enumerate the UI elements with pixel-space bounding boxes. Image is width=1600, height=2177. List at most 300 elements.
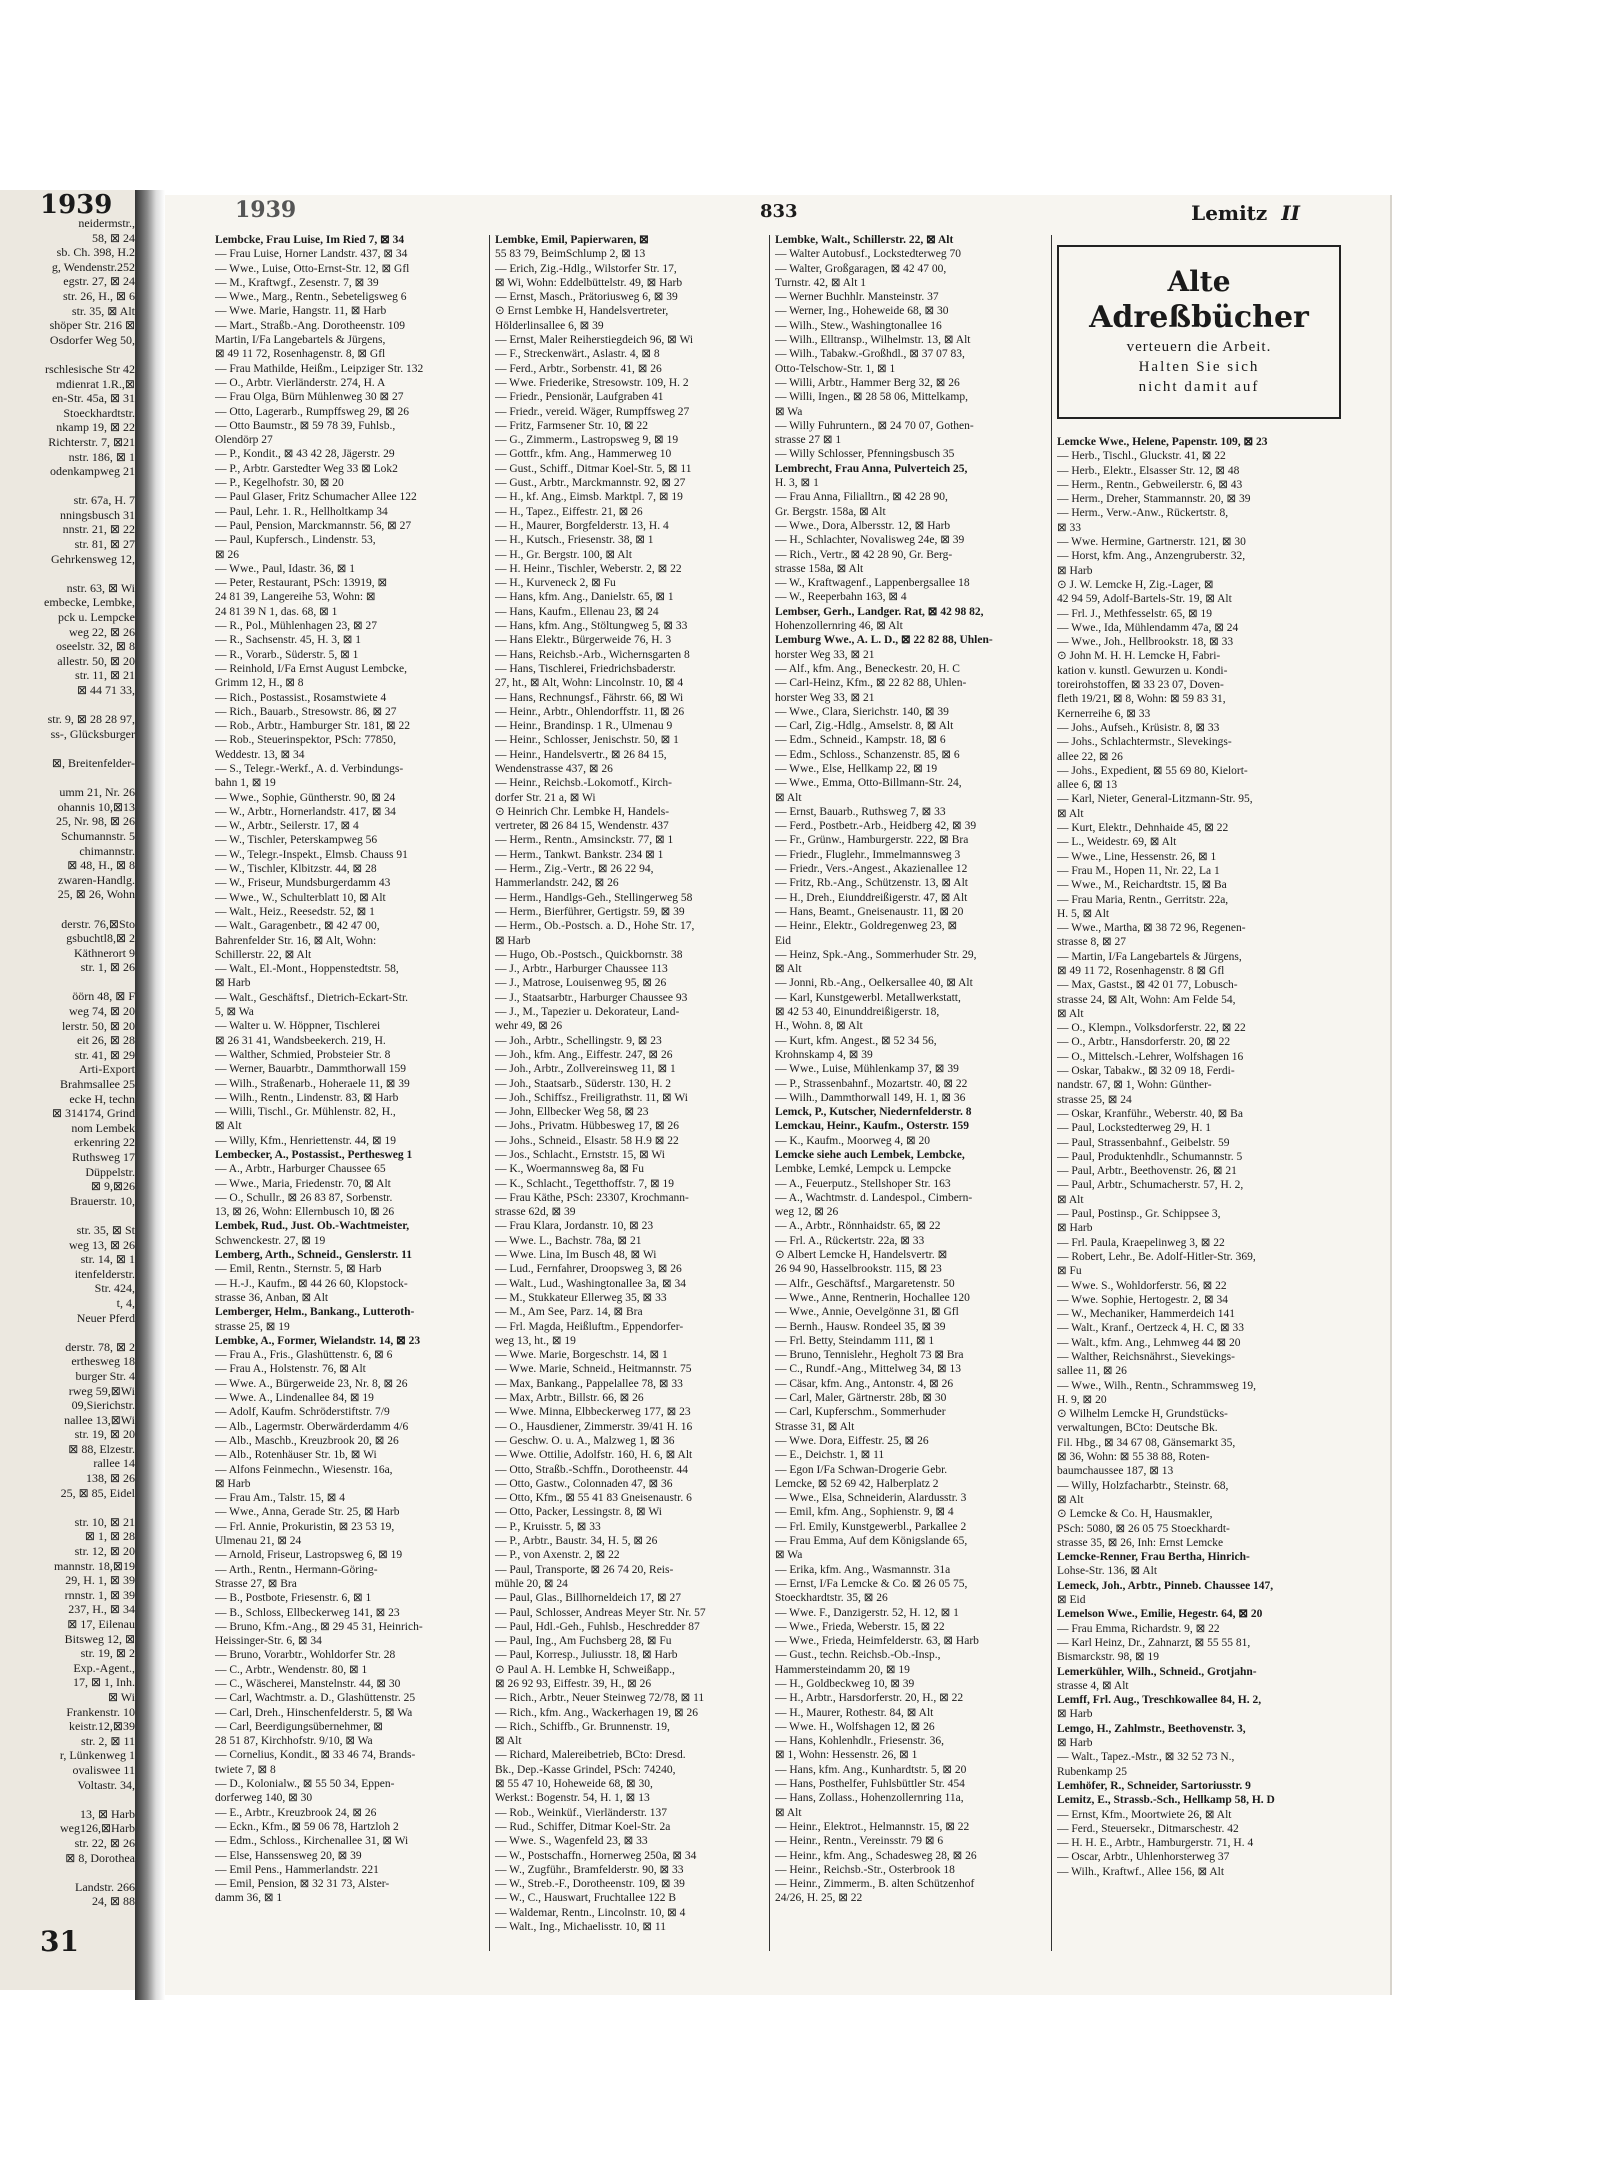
left-page-line: mdienrat 1.R.,⊠ [56,376,135,391]
directory-entry-line: ⊠ Harb [215,977,251,990]
directory-entry-line: sallee 11, ⊠ 26 [1057,1365,1127,1378]
directory-entry-line: — Wwe., Ida, Mühlendamm 47a, ⊠ 24 [1057,621,1239,634]
directory-entry-line: — Johs., Privatm. Hübbesweg 17, ⊠ 26 [495,1120,680,1133]
directory-entry-line: — P., Kegelhofstr. 30, ⊠ 20 [215,477,344,490]
directory-entry-line: — Johs., Expedient, ⊠ 55 69 80, Kielort- [1057,764,1248,777]
directory-entry-line: — H., Dreh., Eiunddreißigerstr. 47, ⊠ Alt [775,891,968,904]
directory-entry-line: ⊠ Harb [1057,1737,1093,1750]
directory-entry-line: — Carl, Kupferschm., Sommerhuder [775,1406,946,1419]
directory-entry-line: twiete 7, ⊠ 8 [215,1763,276,1776]
directory-entry-line: — F., Streckenwärt., Aslastr. 4, ⊠ 8 [495,348,660,361]
directory-entry-line: wehr 49, ⊠ 26 [495,1020,563,1033]
directory-entry-line: ⊠ Harb [1057,1222,1093,1235]
directory-entry-line: — W., Reeperbahn 163, ⊠ 4 [775,591,907,604]
ad-line-2: Adreßbücher [1089,300,1309,335]
left-page-line: ⊠ 44 71 33, [76,683,135,697]
left-page-line: 138, ⊠ 26 [85,1471,135,1486]
directory-entry-line: — Arnold, Friseur, Lastropsweg 6, ⊠ 19 [215,1549,403,1562]
left-page-line: Osdorfer Weg 50, [49,332,135,347]
directory-entry-line: Hammerlandstr. 242, ⊠ 26 [495,877,619,890]
directory-entry-line: damm 36, ⊠ 1 [215,1892,283,1905]
directory-entry-line: ⊙ Lemcke & Co. H, Hausmakler, [1057,1508,1213,1521]
left-page-line: ecke H, techn [69,1091,135,1106]
directory-entry-line: — Walt., Heiz., Reesedstr. 52, ⊠ 1 [215,905,375,918]
directory-entry-line: — Ferd., Steuersekr., Ditmarschestr. 42 [1057,1822,1239,1835]
left-page-line: Ruthsweg 17 [72,1150,135,1164]
directory-entry-line: — H., Maurer, Borgfelderstr. 13, H. 4 [495,519,669,532]
directory-entry-line: — Frau Olga, Bürn Mühlenweg 30 ⊠ 27 [215,391,404,404]
directory-entry-line: kation v. kunstl. Gewurzen u. Kondi- [1057,664,1228,677]
column-4 [1057,435,1352,1953]
left-page-line: derstr. 78, ⊠ 2 [65,1339,135,1354]
left-page-line: 09,Sierichstr. [71,1398,135,1413]
left-page-line: ⊠ 314174, Grind [51,1106,135,1121]
directory-entry-line: H. 3, ⊠ 1 [775,477,819,490]
directory-entry-line: — E., Deichstr. 1, ⊠ 11 [775,1449,885,1462]
left-page-line: str. 35, ⊠ St [76,1222,135,1237]
left-page-line [0,347,135,362]
left-page-number: 31 [40,1925,79,1958]
directory-entry-line: — Eckn., Kfm., ⊠ 59 06 78, Hartzloh 2 [215,1820,399,1833]
directory-entry-line: — Emil Pens., Hammerlandstr. 221 [215,1863,379,1876]
directory-entry-line: — Wwe., M., Reichardtstr. 15, ⊠ Ba [1057,879,1227,892]
directory-entry-line: ⊠ 1, Wohn: Hessenstr. 26, ⊠ 1 [775,1749,918,1762]
directory-entry-line: — Wwe. Lina, Im Busch 48, ⊠ Wi [495,1249,657,1262]
directory-entry-line: — Friedr., Vers.-Angest., Akazienallee 12 [775,863,968,876]
left-page-line: Richterstr. 7, ⊠21 [48,434,135,449]
directory-entry-line: Eid [775,934,791,947]
left-page-line: 25, Nr. 98, ⊠ 26 [55,814,135,829]
directory-entry-line: — Hans, kfm. Ang., Kunhardtstr. 5, ⊠ 20 [775,1763,967,1776]
directory-entry-line: — Bruno, Tennislehr., Hegholt 73 ⊠ Bra [775,1349,964,1362]
directory-entry-line: strasse 8, ⊠ 27 [1057,936,1127,949]
directory-entry-line: — John, Ellbecker Weg 58, ⊠ 23 [495,1106,649,1119]
left-page-line: erthesweg 18 [71,1354,135,1369]
directory-entry-line: — Hans, Tischlerei, Friedrichsbaderstr. [495,662,676,675]
directory-entry-line: Wendenstrasse 437, ⊠ 26 [495,762,613,775]
directory-entry-line: — Rich., Vertr., ⊠ 42 28 90, Gr. Berg- [775,548,953,561]
directory-entry-line: — O., Arbtr. Vierländerstr. 274, H. A [215,376,386,389]
column-3 [775,233,1045,1953]
directory-entry-line: — Wwe., Marg., Rentn., Sebeteligsweg 6 [215,291,407,304]
directory-entry-line: — Werner, Ing., Hoheweide 68, ⊠ 30 [775,305,949,318]
directory-entry-line: — Heinr., Brandinsp. 1 R., Ulmenau 9 [495,720,673,733]
directory-entry-line: Lemberg, Arth., Schneid., Genslerstr. 11 [215,1249,412,1262]
left-page-line: r, Lünkenweg 1 [59,1748,135,1763]
directory-entry-line: — Heinr., Elektrot., Helmannstr. 15, ⊠ 22 [775,1820,970,1833]
book-gutter [135,190,165,2000]
directory-entry-line: — Alf., kfm. Ang., Beneckestr. 20, H. C [775,662,960,675]
directory-entry-line: Lemcke-Renner, Frau Bertha, Hinrich- [1057,1551,1250,1564]
directory-entry-line: — Erich, Zig.-Hdlg., Wilstorfer Str. 17, [495,262,677,275]
directory-entry-line: — Hans, kfm. Ang., Stöltungweg 5, ⊠ 33 [495,620,688,633]
left-page-line: embecke, Lembke, [44,595,135,610]
column-rule [1051,235,1052,1951]
left-page-line: ⊠ 17, Eilenau [67,1617,135,1631]
directory-entry-line: H. 5, ⊠ Alt [1057,907,1110,920]
directory-entry-line: — Horst, kfm. Ang., Anzengruberstr. 32, [1057,550,1246,563]
directory-entry-line: — Wilh., Elltransp., Wilhelmstr. 13, ⊠ Alt [775,334,971,347]
directory-entry-line: — Paul, Glas., Billhorneldeich 17, ⊠ 27 [495,1592,681,1605]
directory-entry-line: — Jonni, Rb.-Ang., Oelkersallee 40, ⊠ Alt [775,977,973,990]
left-page-line: weg 13, ⊠ 26 [68,1237,135,1252]
left-page-line [0,902,135,917]
left-page-line: t, 4, [116,1295,135,1310]
directory-entry-line: ⊙ Paul A. H. Lembke H, Schweißapp., [495,1663,675,1676]
directory-entry-line: ⊠ Alt [775,1806,802,1819]
directory-entry-line: — Bruno, Vorarbtr., Wohldorfer Str. 28 [215,1649,396,1662]
directory-entry-line: — O., Hausdiener, Zimmerstr. 39/41 H. 16 [495,1420,693,1433]
directory-entry-line: ⊠ Alt [1057,1193,1084,1206]
left-page-line: weg 22, ⊠ 26 [68,624,135,639]
left-page-line: Frankenstr. 10 [66,1704,135,1719]
directory-entry-line: — Frau Anna, Filialltrn., ⊠ 42 28 90, [775,491,948,504]
directory-entry-line: — Frl. A., Rückertstr. 22a, ⊠ 33 [775,1234,925,1247]
directory-entry-line: — Paul, Ing., Am Fuchsberg 28, ⊠ Fu [495,1635,672,1648]
directory-entry-line: — H., Schlachter, Novalisweg 24e, ⊠ 39 [775,534,965,547]
directory-entry-line: — Hans, Reichsb.-Arb., Wichernsgarten 8 [495,648,690,661]
directory-entry-line: Hammersteindamm 20, ⊠ 19 [775,1663,910,1676]
directory-entry-line: — Wwe. L., Bachstr. 78a, ⊠ 21 [495,1234,642,1247]
directory-entry-line: 27, ht., ⊠ Alt, Wohn: Lincolnstr. 10, ⊠ 4 [495,677,684,690]
directory-entry-line: — Paul, Lockstedterweg 29, H. 1 [1057,1122,1211,1135]
directory-entry-line: — Wwe., Annie, Oevelgönne 31, ⊠ Gfl [775,1306,959,1319]
directory-entry-line: ⊙ John M. H. H. Lemcke H, Fabri- [1057,650,1221,663]
page-number: 833 [760,201,798,222]
directory-entry-line: — Herm., Rentn., Gebweilerstr. 6, ⊠ 43 [1057,478,1243,491]
directory-entry-line: — Fritz, Farmsener Str. 10, ⊠ 22 [495,419,649,432]
directory-entry-line: — Johs., Schneid., Elsastr. 58 H.9 ⊠ 22 [495,1134,679,1147]
left-page-line [0,975,135,990]
directory-entry-line: Hölderlinsallee 6, ⊠ 39 [495,319,604,332]
left-page-line: derstr. 76,⊠Sto [61,916,135,931]
section-header [1191,201,1300,225]
directory-entry-line: — Wwe. Sophie, Hertogestr. 2, ⊠ 34 [1057,1293,1229,1306]
directory-entry-line: — G., Zimmerm., Lastropsweg 9, ⊠ 19 [495,434,679,447]
directory-entry-line: — Walt., Tapez.-Mstr., ⊠ 32 52 73 N., [1057,1751,1235,1764]
directory-entry-line: — Wilh., Straßenarb., Hoheraele 11, ⊠ 39 [215,1077,410,1090]
directory-entry-line: ⊠ Harb [1057,564,1093,577]
directory-entry-line: dorferweg 140, ⊠ 30 [215,1792,313,1805]
directory-entry-line: — Cäsar, kfm. Ang., Antonstr. 4, ⊠ 26 [775,1377,954,1390]
directory-entry-line: — Martin, I/Fa Langebartels & Jürgens, [1057,950,1242,963]
directory-entry-line: — Kurt, Elektr., Dehnhaide 45, ⊠ 22 [1057,822,1229,835]
directory-entry-line: — Rich., Schiffb., Gr. Brunnenstr. 19, [495,1720,670,1733]
directory-entry-line: Lembke, Emil, Papierwaren, ⊠ [495,234,649,246]
directory-entry-line: strasse 25, ⊠ 24 [1057,1093,1132,1106]
directory-entry-line: — Karl, Kunstgewerbl. Metallwerkstatt, [775,991,961,1004]
directory-entry-line: — Karl Heinz, Dr., Zahnarzt, ⊠ 55 55 81, [1057,1636,1251,1649]
left-page-line: ⊠, Breitenfelder- [51,755,135,770]
directory-entry-line: Lemgo, H., Zahlmstr., Beethovenstr. 3, [1057,1722,1246,1735]
directory-entry-line: — Alfr., Geschäftsf., Margaretenstr. 50 [775,1277,955,1290]
directory-entry-line: Bismarckstr. 98, ⊠ 19 [1057,1651,1159,1664]
left-page-line: str. 22, ⊠ 26 [74,1835,135,1850]
directory-entry-line: ⊠ Harb [215,1477,251,1490]
directory-entry-line: — Alfons Feinmechn., Wiesenstr. 16a, [215,1463,393,1476]
directory-entry-line: — H., Goldbeckweg 10, ⊠ 39 [775,1677,915,1690]
left-page-line: keistr.12,⊠39 [68,1719,135,1734]
advertisement-box [1057,245,1341,419]
left-page-line: oseelstr. 32, ⊠ 8 [55,639,135,654]
directory-entry-line: — Bernh., Hausw. Rondeel 35, ⊠ 39 [775,1320,946,1333]
directory-entry-line: Lembcke, Frau Luise, Im Ried 7, ⊠ 34 [215,234,405,246]
directory-entry-line: — Frau Am., Talstr. 15, ⊠ 4 [215,1492,346,1505]
directory-entry-line: vertreter, ⊠ 26 84 15, Wendenstr. 437 [495,820,669,833]
left-page-line: Stoeckhardtstr. [63,405,135,420]
left-page-line: str. 67a, H. 7 [73,493,135,508]
directory-entry-line: — Herm., Bierführer, Gertigstr. 59, ⊠ 39 [495,905,685,918]
directory-entry-line: — Wilh., Stew., Washingtonallee 16 [775,319,942,332]
directory-entry-line: — Wwe., Anna, Gerade Str. 25, ⊠ Harb [215,1506,400,1519]
directory-entry-line: mühle 20, ⊠ 24 [495,1577,568,1590]
directory-entry-line: — Werner Buchhlr. Mansteinstr. 37 [775,291,939,304]
directory-entry-line: — Emil, Pension, ⊠ 32 31 73, Alster- [215,1878,390,1891]
left-page-line: nstr. 186, ⊠ 1 [68,449,135,464]
directory-entry-line: — Wwe. A., Bürgerweide 23, Nr. 8, ⊠ 26 [215,1377,408,1390]
directory-entry-line: — Herb., Tischl., Gluckstr. 41, ⊠ 22 [1057,450,1226,463]
directory-entry-line: — Willi, Ingen., ⊠ 28 58 06, Mittelkamp, [775,391,968,404]
left-page-line: Bitsweg 12, ⊠ [64,1631,135,1646]
left-page-line: str. 1, ⊠ 26 [80,960,135,975]
left-page-line: zwaren-Handlg. [58,872,135,887]
directory-entry-line: — Hans, Zollass., Hohenzollernring 11a, [775,1792,964,1805]
directory-entry-line: — W., Streb.-F., Dorotheenstr. 109, ⊠ 39 [495,1878,685,1891]
directory-entry-line: — Paul, Postinsp., Gr. Schippsee 3, [1057,1208,1221,1221]
directory-entry-line: Hohenzollernring 46, ⊠ Alt [775,620,903,633]
directory-entry-line: 24 81 39 N 1, das. 68, ⊠ 1 [215,605,338,618]
directory-entry-line: Lembke, A., Former, Wielandstr. 14, ⊠ 23 [215,1334,421,1347]
directory-entry-line: Lemcke siehe auch Lembek, Lembcke, [775,1149,965,1161]
directory-entry-line: — Hans, Rechnungsf., Fährstr. 66, ⊠ Wi [495,691,684,704]
directory-entry-line: — Wwe., W., Schulterblatt 10, ⊠ Alt [215,891,386,904]
directory-entry-line: — Oskar, Tabakw., ⊠ 32 09 18, Ferdi- [1057,1065,1235,1078]
directory-entry-line: Lembke, Lemké, Lempck u. Lempcke [775,1163,951,1176]
left-page-line: pck u. Lempcke [58,610,135,625]
left-page-line: rweg 59,⊠Wi [68,1383,135,1398]
directory-entry-line: — Hans, Kaufm., Ellenau 23, ⊠ 24 [495,605,659,618]
directory-entry-line: — Willy, Kfm., Henriettenstr. 44, ⊠ 19 [215,1134,397,1147]
directory-entry-line: — R., Pol., Mühlenhagen 23, ⊠ 27 [215,620,378,633]
left-page-line: sb. Ch. 398, H.2 [56,245,135,260]
directory-entry-line: Ulmenau 21, ⊠ 24 [215,1535,302,1548]
directory-entry-line: — Emil, Rentn., Sternstr. 5, ⊠ Harb [215,1263,382,1276]
directory-entry-line: — Wilh., Tabakw.-Großhdl., ⊠ 37 07 83, [775,348,965,361]
directory-entry-line: — Frau Maria, Rentn., Gerritstr. 22a, [1057,893,1229,906]
directory-entry-line: — R., Vorarb., Süderstr. 5, ⊠ 1 [215,648,359,661]
left-page-line: ⊠ Wi [107,1689,135,1704]
directory-entry-line: — Egon I/Fa Schwan-Drogerie Gebr. [775,1463,948,1476]
directory-entry-line: — W., Arbtr., Hornerlandstr. 417, ⊠ 34 [215,805,396,818]
directory-entry-line: strasse 62d, ⊠ 39 [495,1206,576,1219]
directory-entry-line: Lemckau, Heinr., Kaufm., Osterstr. 159 [775,1120,970,1133]
left-page-line [0,698,135,713]
directory-entry-line: — Wwe. Marie, Hangstr. 11, ⊠ Harb [215,305,387,318]
directory-entry-line: — Rich., Arbtr., Neuer Steinweg 72/78, ⊠ 11 [495,1692,705,1705]
directory-entry-line: Lembek, Rud., Just. Ob.-Wachtmeister, [215,1220,410,1233]
left-page-line: str. 19, ⊠ 2 [80,1646,135,1661]
directory-entry-line: — P., Arbtr., Baustr. 34, H. 5, ⊠ 26 [495,1535,658,1548]
left-page-line: 13, ⊠ Harb [79,1806,135,1821]
left-page-line: Düppelstr. [85,1164,135,1179]
directory-entry-line: — Wwe., Paul, Idastr. 36, ⊠ 1 [215,562,356,575]
directory-entry-line: — H.-J., Kaufm., ⊠ 44 26 60, Klopstock- [215,1277,408,1290]
directory-entry-line: ⊠ 36, Wohn: ⊠ 55 38 88, Roten- [1057,1451,1210,1464]
left-page-line: ⊠ 88, Elzestr. [68,1441,135,1456]
directory-entry-line: — M., Stukkateur Ellerweg 35, ⊠ 33 [495,1291,667,1304]
directory-entry-line: Fil. Hbg., ⊠ 34 67 08, Gänsemarkt 35, [1057,1436,1236,1449]
directory-entry-line: — Ferd., Postbetr.-Arb., Heidberg 42, ⊠ 39 [775,820,977,833]
directory-entry-line: — W., Tischler, Peterskampweg 56 [215,834,378,847]
directory-entry-line: — H., Kurveneck 2, ⊠ Fu [495,577,616,590]
left-page-line: 17, ⊠ 1, Inh. [72,1675,135,1690]
directory-entry-line: 42 94 59, Adolf-Bartels-Str. 19, ⊠ Alt [1057,593,1232,606]
left-page-line: Brauerstr. 10, [70,1193,135,1208]
left-page-line: eit 26, ⊠ 28 [76,1033,135,1048]
left-page-line: ⊠ 1, ⊠ 28 [84,1529,135,1544]
left-page-line: 25, ⊠ 26, Wohn [57,887,135,902]
directory-entry-line: — Walt., Kranf., Oertzeck 4, H. C, ⊠ 33 [1057,1322,1245,1335]
left-page-line: lerstr. 50, ⊠ 20 [61,1018,135,1033]
directory-entry-line: ⊠ 26 [215,548,240,561]
directory-entry-line: Werkst.: Bogenstr. 54, H. 1, ⊠ 13 [495,1792,650,1805]
directory-entry-line: — Walther, Schmied, Probsteier Str. 8 [215,1048,391,1061]
directory-entry-line: — Max, Bankang., Pappelallee 78, ⊠ 33 [495,1377,683,1390]
directory-entry-line: — O., Schullr., ⊠ 26 83 87, Sorbenstr. [215,1191,393,1204]
directory-entry-line: — Walt., kfm. Ang., Lehmweg 44 ⊠ 20 [1057,1336,1241,1349]
directory-entry-line: — J., Staatsarbtr., Harburger Chaussee 93 [495,991,688,1004]
directory-entry-line: Bk., Dep.-Kasse Grindel, PSch: 74240, [495,1763,676,1776]
directory-entry-line: verwaltungen, BCto: Deutsche Bk. [1057,1422,1218,1435]
directory-entry-line: — Herm., Ob.-Postsch. a. D., Hohe Str. 17, [495,920,695,933]
directory-entry-line: — Frl. Annie, Prokuristin, ⊠ 23 53 19, [215,1520,395,1533]
directory-entry-line: Grimm 12, H., ⊠ 8 [215,677,304,690]
directory-entry-line: — Alb., Maschb., Kreuzbrook 20, ⊠ 26 [215,1434,399,1447]
directory-entry-line: ⊠ 49 11 72, Rosenhagenstr. 8, ⊠ Gfl [215,348,386,361]
directory-entry-line: — W., Kraftwagenf., Lappenbergsallee 18 [775,577,970,590]
page-header [165,197,1390,231]
directory-entry-line: — C., Wäscherei, Manstelnstr. 44, ⊠ 30 [215,1677,401,1690]
directory-entry-line: Turnstr. 42, ⊠ Alt 1 [775,276,867,289]
left-page-line: en-Str. 45a, ⊠ 31 [51,391,135,406]
directory-entry-line: — Wwe., Joh., Hellbrookstr. 18, ⊠ 33 [1057,636,1234,649]
directory-entry-line: — W., Arbtr., Seilerstr. 17, ⊠ 4 [215,820,359,833]
directory-entry-line: — Ernst, Maler Reiherstiegdeich 96, ⊠ Wi [495,334,694,347]
left-page-line: str. 19, ⊠ 20 [74,1427,135,1442]
directory-entry-line: Lemerkühler, Wilh., Schneid., Grotjahn- [1057,1665,1257,1678]
directory-entry-line: Lemck, P., Kutscher, Niedernfelderstr. 8 [775,1106,972,1119]
directory-entry-line: Bahrenfelder Str. 16, ⊠ Alt, Wohn: [215,934,377,947]
directory-entry-line: — Wwe. F., Danzigerstr. 52, H. 12, ⊠ 1 [775,1606,959,1619]
directory-entry-line: — Walt., Ing., Michaelisstr. 10, ⊠ 11 [495,1921,666,1934]
left-page-line: str. 81, ⊠ 27 [74,537,135,552]
directory-entry-line: — B., Postbote, Friesenstr. 6, ⊠ 1 [215,1592,372,1605]
left-page-line: rschlesische Str 42 [45,361,135,376]
directory-entry-line: — H., Gr. Bergstr. 100, ⊠ Alt [495,548,632,561]
directory-entry-line: — Paul, Transporte, ⊠ 26 74 20, Reis- [495,1563,674,1576]
left-page-line: Exp.-Agent., [73,1660,135,1675]
directory-entry-line: — Wwe. Minna, Elbbeckerweg 177, ⊠ 23 [495,1406,691,1419]
directory-entry-line: ⊠ Eid [1057,1594,1086,1607]
directory-entry-line: — Lud., Fernfahrer, Droopsweg 3, ⊠ 26 [495,1263,682,1276]
directory-entry-line: Krohnskamp 4, ⊠ 39 [775,1048,873,1061]
directory-entry-line: Lemberger, Helm., Bankang., Lutteroth- [215,1306,415,1319]
left-page-line: Str. 424, [94,1281,135,1296]
directory-page [165,195,1392,1995]
directory-entry-line: — Peter, Restaurant, PSch: 13919, ⊠ [215,577,388,590]
directory-entry-line: — Heinr., Reichsb.-Lokomotf., Kirch- [495,777,672,790]
directory-entry-line: ⊠ Wa [775,1549,803,1562]
column-rule [769,235,770,1951]
left-page-line: 24, ⊠ 88 [91,1894,135,1909]
directory-entry-line: — Edm., Schloss., Schanzenstr. 85, ⊠ 6 [775,748,960,761]
directory-entry-line: — Willi, Arbtr., Hammer Berg 32, ⊠ 26 [775,376,960,389]
left-page-line [0,771,135,786]
directory-entry-line: ⊠ 26 31 41, Wandsbeekerch. 219, H. [215,1034,386,1047]
directory-entry-line: ⊠ Alt [1057,807,1084,820]
directory-entry-line: — Max, Gastst., ⊠ 42 01 77, Lobusch- [1057,979,1238,992]
directory-entry-line: ⊠ 55 47 10, Hoheweide 68, ⊠ 30, [495,1778,653,1791]
directory-entry-line: — Willy Schlosser, Pfenningsbusch 35 [775,448,955,461]
directory-entry-line: Martin, I/Fa Langebartels & Jürgens, [215,334,386,347]
directory-entry-line: Lemelson Wwe., Emilie, Hegestr. 64, ⊠ 20 [1057,1608,1263,1621]
left-page-line: ovaliswee 11 [72,1762,135,1777]
directory-entry-line: — Hans Elektr., Bürgerweide 76, H. 3 [495,634,672,647]
directory-entry-line: — Fritz, Rb.-Ang., Schützenstr. 13, ⊠ Alt [775,877,968,890]
left-page-line: nningsbusch 31 [60,507,135,522]
directory-entry-line: strasse 4, ⊠ Alt [1057,1679,1129,1692]
directory-entry-line: — Frau A., Holstenstr. 76, ⊠ Alt [215,1363,366,1376]
directory-entry-line: — Oscar, Arbtr., Uhlenhorsterweg 37 [1057,1851,1230,1864]
left-page-line: rallee 14 [93,1456,135,1471]
directory-entry-line: ⊠ Wi, Wohn: Eddelbüttelstr. 49, ⊠ Harb [495,276,683,289]
directory-entry-line: Stoeckhardtstr. 35, ⊠ 26 [775,1592,888,1605]
directory-entry-line: — W., Mechaniker, Hammerdeich 141 [1057,1308,1236,1321]
directory-entry-line: — Ferd., Arbtr., Sorbenstr. 41, ⊠ 26 [495,362,662,375]
directory-entry-line: — Mart., Straßb.-Ang. Dorotheenstr. 109 [215,319,406,332]
directory-entry-line: — A., Arbtr., Harburger Chaussee 65 [215,1163,386,1176]
directory-entry-line: toreirohstoffen, ⊠ 33 23 07, Doven- [1057,679,1224,692]
directory-entry-line: — Paul, Korresp., Juliusstr. 18, ⊠ Harb [495,1649,678,1662]
directory-entry-line: — Frau Emma, Richardstr. 9, ⊠ 22 [1057,1622,1220,1635]
column-rule [489,235,490,1951]
directory-entry-line: — H., kf. Ang., Eimsb. Marktpl. 7, ⊠ 19 [495,491,683,504]
directory-entry-line: — Paul, Schlosser, Andreas Meyer Str. Nr. 57 [495,1606,706,1619]
directory-entry-line: — P., Kondit., ⊠ 43 42 28, Jägerstr. 29 [215,448,395,461]
left-page-line: str. 14, ⊠ 1 [80,1252,135,1267]
directory-entry-line: — Wwe., Dora, Albersstr. 12, ⊠ Harb [775,519,951,532]
left-page-line: rnnstr. 1, ⊠ 39 [64,1587,135,1602]
directory-entry-line: H. 9, ⊠ 20 [1057,1393,1107,1406]
directory-entry-line: — H., Kutsch., Friesenstr. 38, ⊠ 1 [495,534,654,547]
directory-entry-line: Lemeck, Joh., Arbtr., Pinneb. Chaussee 147, [1057,1579,1274,1592]
left-page-line [0,1792,135,1807]
directory-entry-line: 24 81 39, Langereihe 53, Wohn: ⊠ [215,591,376,604]
directory-entry-line: — Wwe. S., Wohldorferstr. 56, ⊠ 22 [1057,1279,1227,1292]
left-page-line: weg 74, ⊠ 20 [68,1004,135,1019]
directory-entry-line: — Max, Arbtr., Billstr. 66, ⊠ 26 [495,1392,644,1405]
directory-entry-line: — Rich., Bauarb., Stresowstr. 86, ⊠ 27 [215,705,397,718]
directory-entry-line: — Frl. Emily, Kunstgewerbl., Parkallee 2 [775,1520,967,1533]
left-page-line: Voltastr. 34, [77,1777,135,1792]
directory-entry-line: — Joh., Schiffsz., Freiligrathstr. 11, ⊠ Wi [495,1091,688,1104]
left-page-line: neidermstr., [78,216,135,230]
left-page-line: öörn 48, ⊠ F [72,989,135,1004]
directory-entry-line: — Paul, Produktenhdlr., Schumannstr. 5 [1057,1150,1243,1163]
directory-entry-line: — Herm., Rentn., Amsinckstr. 77, ⊠ 1 [495,834,674,847]
directory-entry-line: — Alb., Rotenhäuser Str. 1b, ⊠ Wi [215,1449,377,1462]
directory-entry-line: — Frau Mathilde, Heißm., Leipziger Str. 132 [215,362,424,375]
